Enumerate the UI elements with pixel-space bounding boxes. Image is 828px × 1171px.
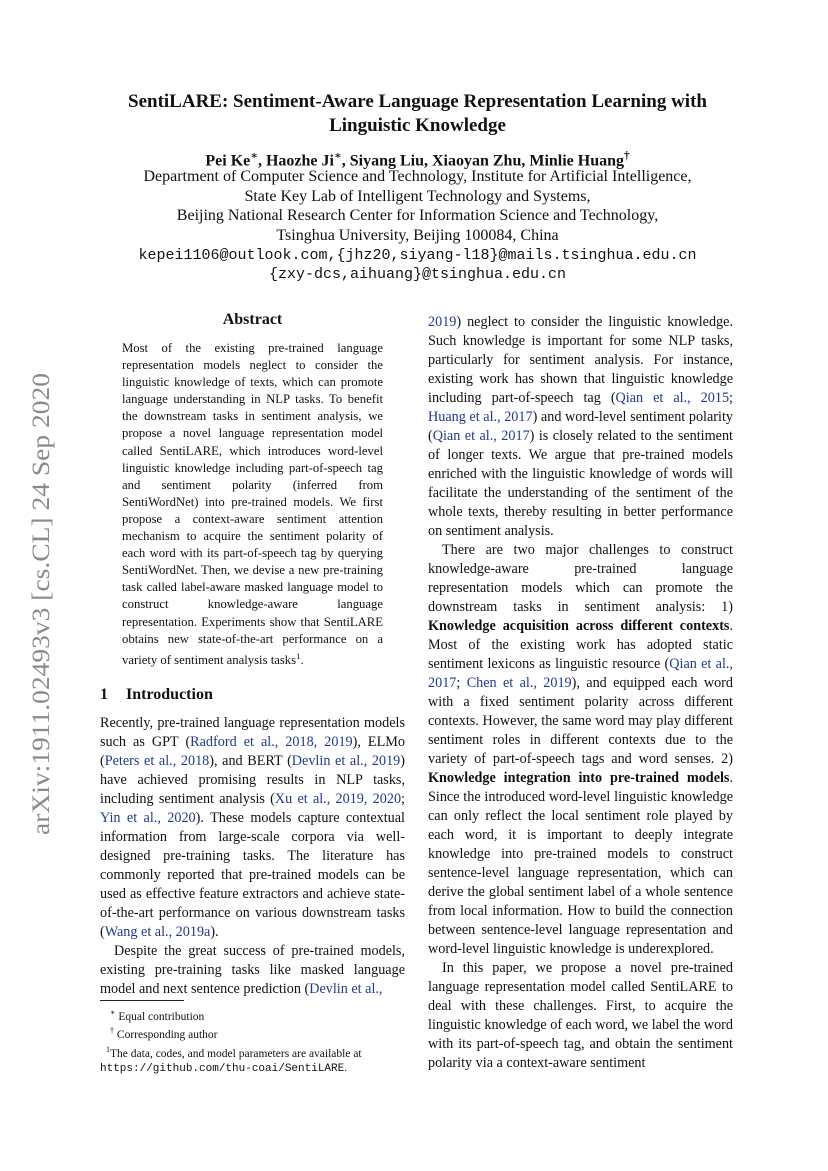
code-url-link[interactable]: https://github.com/thu-coai/SentiLARE [100, 1063, 345, 1076]
affiliation-line: State Key Lab of Intelligent Technology and Systems, [244, 188, 591, 205]
corresponding-author-mark: † [624, 150, 630, 162]
equal-contribution-mark: ∗ [333, 150, 342, 162]
footnote [100, 1024, 410, 1042]
affiliation-line: Beijing National Research Center for Information Science and Technology, [176, 207, 659, 224]
paragraph [428, 541, 733, 959]
text-run: ) is closely related to the sentiment of longer texts. We argue that pre-trained models enriched with the linguistic knowledge of words will facilitate the understanding of the sentiment of the whole texts, thereby resulting in better performance on sentiment analysis. [428, 428, 733, 539]
citation-link[interactable]: Peters et al., 2018 [104, 753, 210, 769]
paragraph [100, 942, 405, 999]
footnotes [100, 1006, 410, 1077]
abstract-heading: Abstract [222, 311, 283, 328]
arxiv-stamp-text: arXiv:1911.02493v3 [cs.CL] 24 Sep 2020 [28, 415, 55, 835]
text-run: Recently, pre-trained language representation models such as GPT ( [100, 715, 405, 750]
citation-link[interactable]: Qian et al., 2015 [615, 390, 730, 406]
affiliation-line: Tsinghua University, Beijing 100084, China [276, 227, 559, 244]
citation-link[interactable]: Yin et al., 2020 [100, 810, 196, 826]
footnote-rule [100, 1000, 184, 1001]
text-run: ; [401, 791, 405, 807]
text-run: ) neglect to consider the linguistic knowledge. Such knowledge is important for some NLP tasks, particularly for sentiment analysis. For instance, existing work has shown that linguistic knowledge including part-of-speech tag ( [428, 314, 733, 406]
text-run: Despite the great success of pre-trained models, existing pre-training tasks like masked language model and next sentence prediction ( [100, 943, 405, 997]
text-run: ) have achieved promising results in NLP tasks, including sentiment analysis ( [100, 753, 405, 807]
author-2: , Haozhe Ji [257, 152, 334, 170]
citation-link[interactable]: Huang et al., 2017 [428, 409, 533, 425]
text-run: . Most of the existing work has adopted static sentiment lexicons as linguistic resource ( [428, 618, 733, 672]
citation-link[interactable]: Qian et al., 2017 [432, 428, 530, 444]
footnote-mark: 1 [106, 1044, 111, 1054]
footnote [100, 1006, 410, 1024]
right-column-body [428, 313, 733, 1073]
text-run: ) and word-level sentiment polarity ( [428, 409, 733, 444]
citation-link[interactable]: Devlin et al., 2019 [291, 753, 401, 769]
footnote-end: . [344, 1062, 348, 1075]
text-run: ), and equipped each word with a fixed sentiment polarity across different contexts. However, the same word may play different sentiment roles in different contexts due to the variety of part-of-speech tags and word senses. 2) [428, 675, 733, 767]
citation-link[interactable]: Xu et al., 2019, 2020 [274, 791, 402, 807]
abstract-body [122, 340, 383, 669]
abstract-text: Most of the existing pre-trained language representation models neglect to consider the linguistic knowledge of texts, which can promote language understanding in NLP tasks. To benefit the downstream tasks in sentiment analysis, we propose a novel language representation model called SentiLARE, which introduces word-level linguistic knowledge including part-of-speech tag and sentiment polarity (inferred from SentiWordNet) into pre-trained models. We first propose a context-aware sentiment attention mechanism to acquire the sentiment polarity of each word with its part-of-speech tag by querying SentiWordNet. Then, we devise a new pre-training task called label-aware masked language model to construct knowledge-aware language representation. Experiments show that SentiLARE obtains new state-of-the-art performance on a variety of sentiment analysis tasks [122, 341, 383, 667]
title-line-2: Linguistic Knowledge [329, 115, 506, 136]
text-run: ). These models capture contextual information from large-scale corpora via well-designed pre-training tasks. The literature has commonly reported that pre-trained models can be used as effective feature extractors and achieve state-of-the-art performance on various downstream tasks ( [100, 810, 405, 940]
paper-title [90, 90, 745, 138]
citation-link[interactable]: Chen et al., 2019 [466, 675, 572, 691]
title-line-1: SentiLARE: Sentiment-Aware Language Representation Learning with [128, 91, 707, 112]
left-column-body [100, 714, 405, 999]
citation-link[interactable]: Devlin et al., [309, 981, 383, 997]
email-line: {zxy-dcs,aihuang}@tsinghua.edu.cn [268, 266, 567, 283]
section-title: Introduction [126, 686, 213, 703]
text-run: There are two major challenges to construct knowledge-aware pre-trained language representation models which can promote the downstream tasks in sentiment analysis: 1) [428, 542, 733, 615]
email-line: kepei1106@outlook.com,{jhz20,siyang-l18}@mails.tsinghua.edu.cn [138, 247, 697, 264]
footnote-text: The data, codes, and model parameters are available at [110, 1047, 362, 1060]
citation-link[interactable]: Wang et al., 2019a [104, 924, 211, 940]
section-number: 1 [100, 686, 108, 703]
citation-link[interactable]: 2019 [428, 314, 457, 330]
footnote-mark: 1 [296, 650, 301, 661]
arxiv-stamp [20, 365, 56, 845]
footnote-mark: ∗ [110, 1008, 116, 1017]
text-run: ; [456, 675, 467, 691]
text-run: . Since the introduced word-level linguistic knowledge can only reflect the local sentiment role played by each word, it is important to deeply integrate knowledge into pre-trained models to construct sentence-level language representation, which can derive the global sentiment label of a whole sentence from local information. How to build the connection between sentence-level language representation and word-level linguistic knowledge is underexplored. [428, 770, 733, 957]
text-run: ), ELMo ( [100, 734, 405, 769]
text-run: ), and BERT ( [209, 753, 292, 769]
footnote [100, 1043, 410, 1077]
bold-phrase: Knowledge acquisition across different contexts [428, 618, 730, 634]
author-list [90, 148, 745, 170]
affiliation-line: Department of Computer Science and Technology, Institute for Artificial Intelligence, [143, 168, 692, 185]
paragraph [428, 959, 733, 1073]
paragraph [100, 714, 405, 942]
citation-link[interactable]: Radford et al., 2018, 2019 [190, 734, 353, 750]
text-run: ; [729, 390, 733, 406]
section-heading-introduction [100, 686, 213, 704]
equal-contribution-mark: ∗ [250, 150, 258, 162]
footnote-text: Equal contribution [118, 1010, 205, 1023]
author-1: Pei Ke [205, 152, 251, 170]
footnote-mark: † [110, 1026, 115, 1036]
paragraph [428, 313, 733, 541]
footnote-text: Corresponding author [116, 1029, 218, 1042]
citation-link[interactable]: Qian et al., 2017 [428, 656, 733, 691]
text-run: ). [210, 924, 219, 940]
bold-phrase: Knowledge integration into pre-trained models [428, 770, 730, 786]
text-run: In this paper, we propose a novel pre-trained language representation model called SentiLARE to deal with these challenges. First, to acquire the linguistic knowledge of each word, we label the word with its part-of-speech tag, and obtain the sentiment polarity via a context-aware sentiment [428, 960, 733, 1071]
abstract-end: . [300, 652, 304, 667]
other-authors: , Siyang Liu, Xiaoyan Zhu, Minlie Huang [341, 152, 625, 170]
